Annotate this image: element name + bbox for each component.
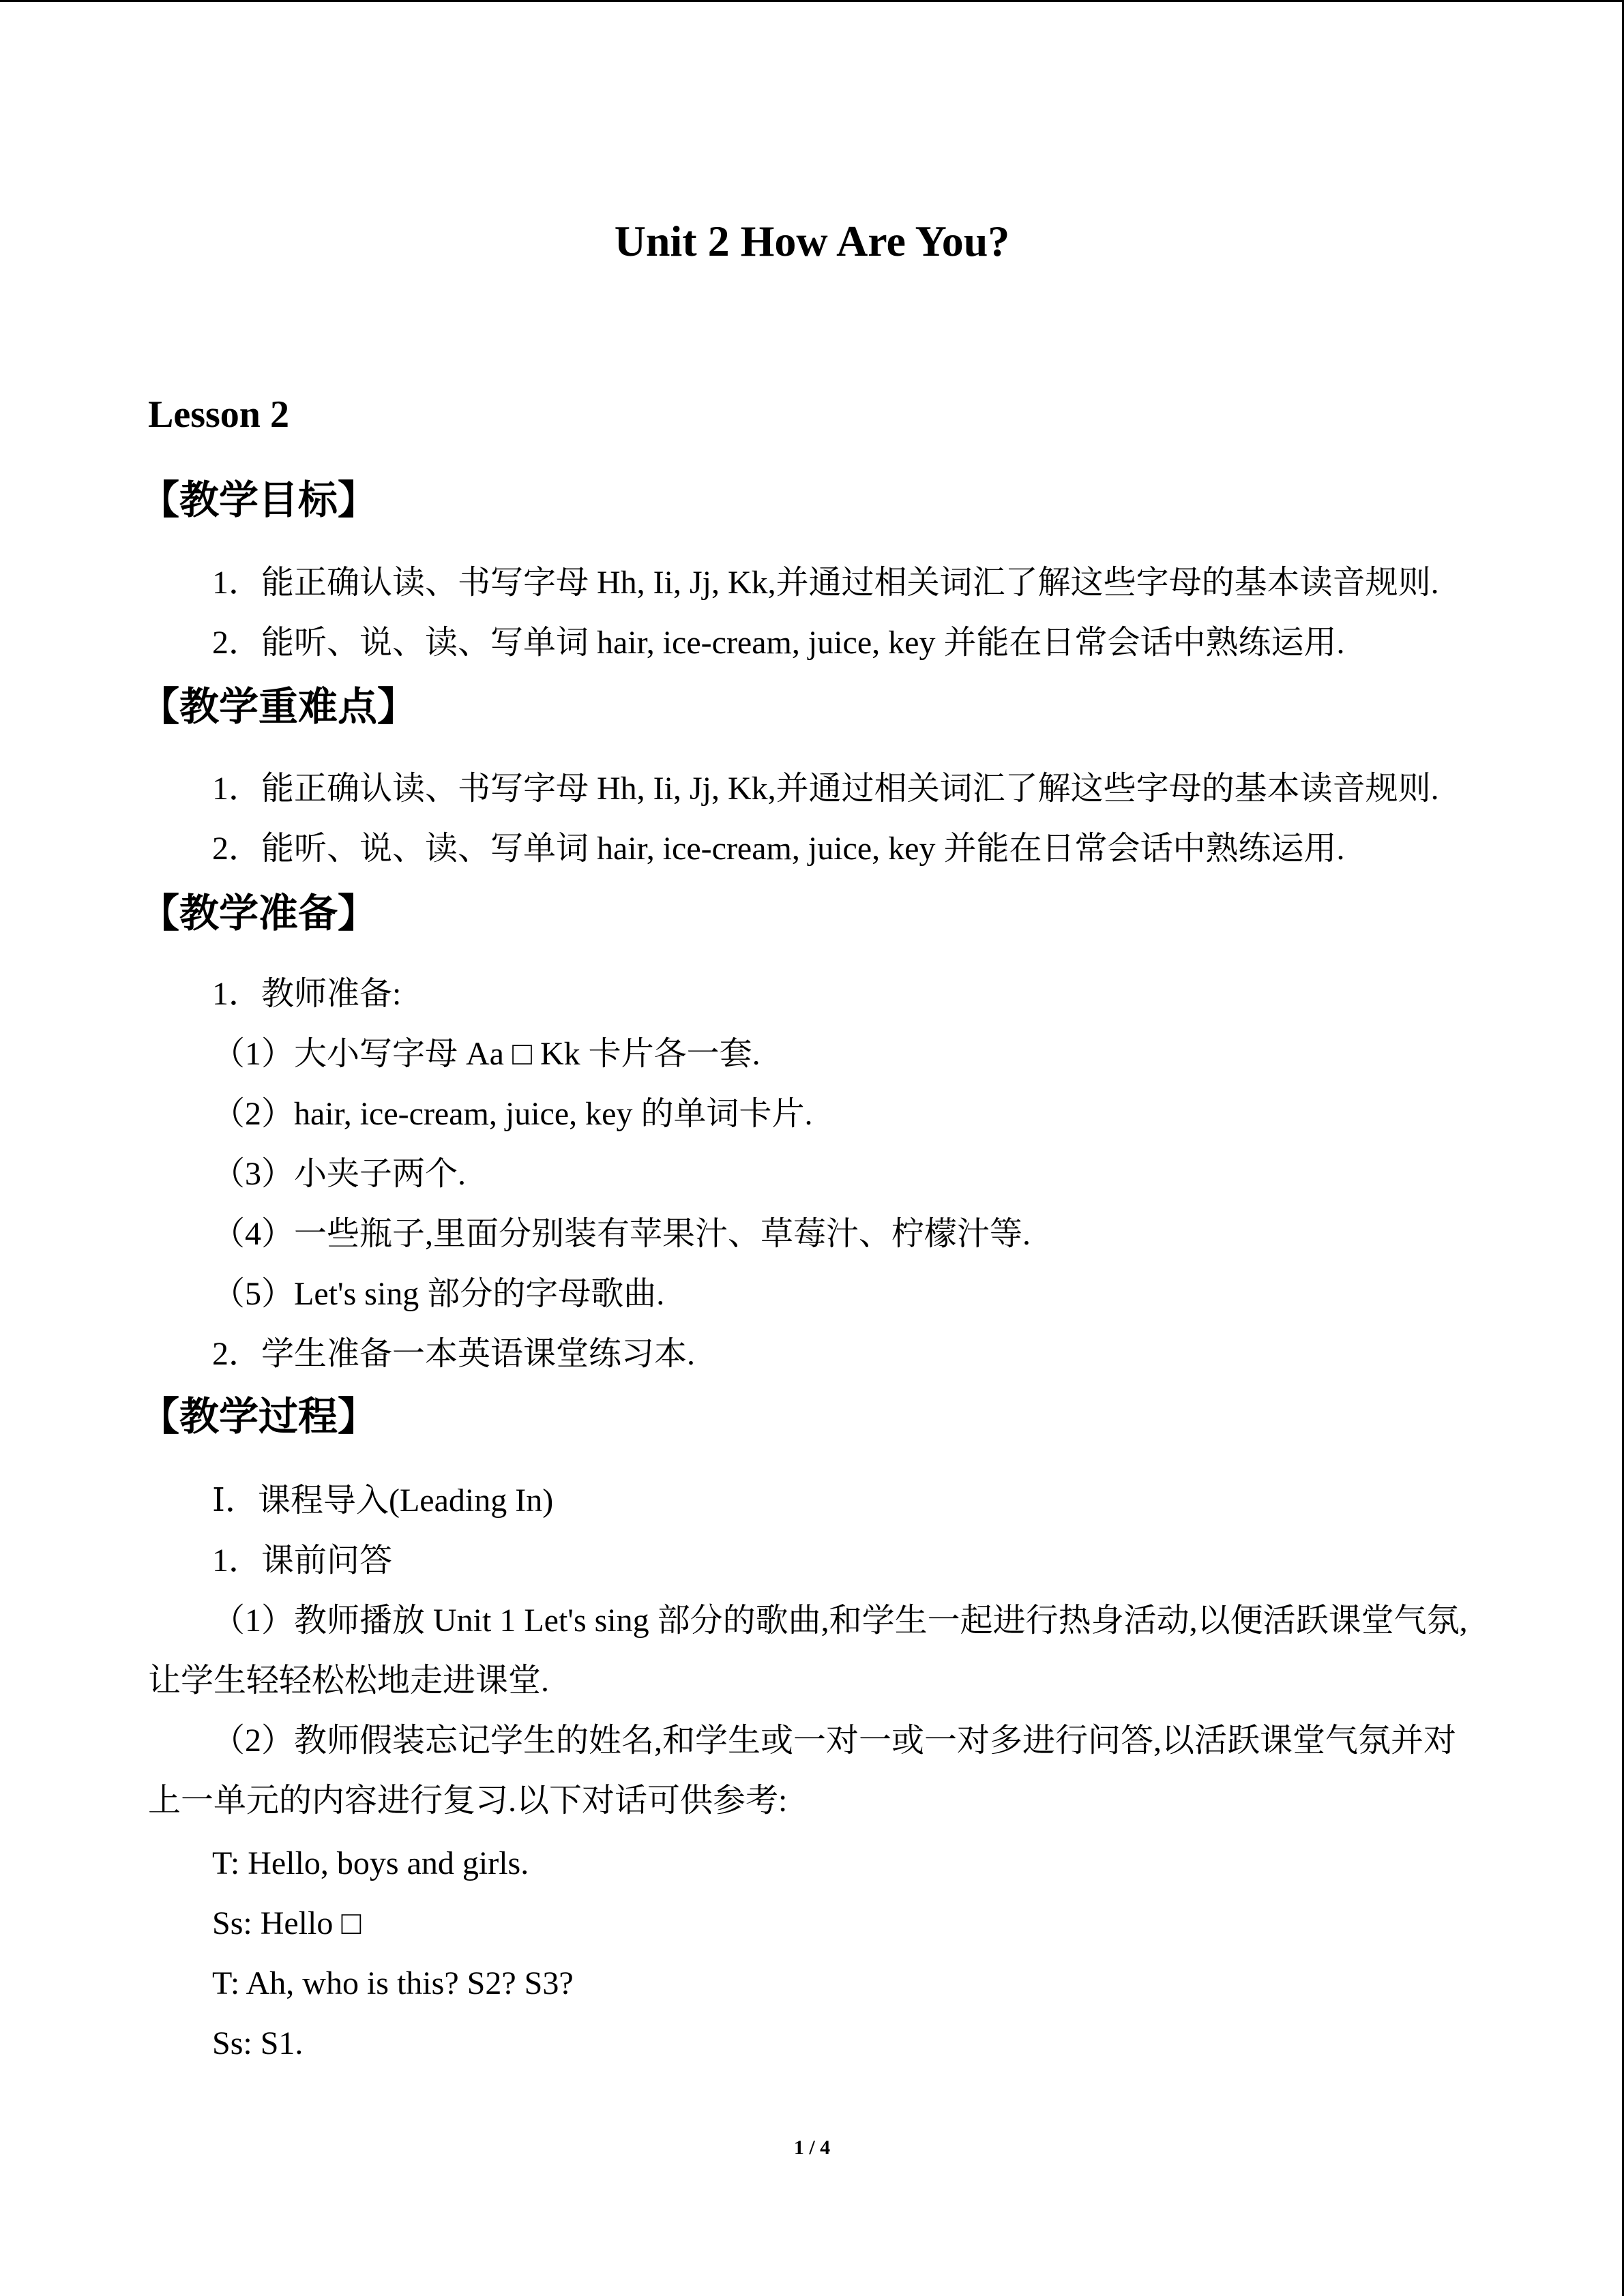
section-heading-preparation: 【教学准备】 [140,891,378,936]
procedure-substep-heading: 1．课前问答 [212,1542,393,1579]
dialogue-line: Ss: S1. [212,2025,304,2061]
preparation-subitem-1: （1）大小写字母 Aa □ Kk 卡片各一套. [212,1036,761,1072]
section-heading-key-points: 【教学重难点】 [140,685,417,729]
key-point-item-2: 2．能听、说、读、写单词 hair, ice-cream, juice, key 并能在日常会话中熟练运用. [212,831,1345,867]
page-number: 1 / 4 [793,2136,831,2159]
dialogue-line: T: Hello, boys and girls. [212,1845,529,1881]
preparation-subitem-4: （4）一些瓶子,里面分别装有苹果汁、草莓汁、柠檬汁等. [212,1216,1031,1252]
lesson-heading: Lesson 2 [148,393,289,436]
section-heading-objectives: 【教学目标】 [140,478,378,522]
preparation-item-student: 2．学生准备一本英语课堂练习本. [212,1336,696,1372]
procedure-paragraph-1-line-1: （1）教师播放 Unit 1 Let's sing 部分的歌曲,和学生一起进行热身活动,以便活跃课堂气氛, [212,1602,1468,1639]
preparation-subitem-3: （3）小夹子两个. [212,1156,467,1192]
section-heading-procedure: 【教学过程】 [140,1395,378,1439]
dialogue-line: Ss: Hello □ [212,1905,361,1941]
objective-item-1: 1．能正确认读、书写字母 Hh, Ii, Jj, Kk,并通过相关词汇了解这些字母的基本读音规则. [212,565,1439,601]
preparation-subitem-5: （5）Let's sing 部分的字母歌曲. [212,1276,665,1312]
objective-item-2: 2．能听、说、读、写单词 hair, ice-cream, juice, key 并能在日常会话中熟练运用. [212,625,1345,661]
preparation-item-teacher: 1．教师准备: [212,976,402,1012]
procedure-paragraph-2-line-2: 上一单元的内容进行复习.以下对话可供参考: [148,1783,788,1819]
procedure-paragraph-2-line-1: （2）教师假装忘记学生的姓名,和学生或一对一或一对多进行问答,以活跃课堂气氛并对 [212,1723,1457,1759]
key-point-item-1: 1．能正确认读、书写字母 Hh, Ii, Jj, Kk,并通过相关词汇了解这些字母的基本读音规则. [212,771,1439,807]
dialogue-line: T: Ah, who is this? S2? S3? [212,1965,574,2001]
procedure-paragraph-1-line-2: 让学生轻轻松松地走进课堂. [148,1663,550,1699]
preparation-subitem-2: （2）hair, ice-cream, juice, key 的单词卡片. [212,1096,813,1132]
procedure-step-heading: Ⅰ．课程导入(Leading In) [212,1482,554,1519]
document-title: Unit 2 How Are You? [614,217,1010,265]
